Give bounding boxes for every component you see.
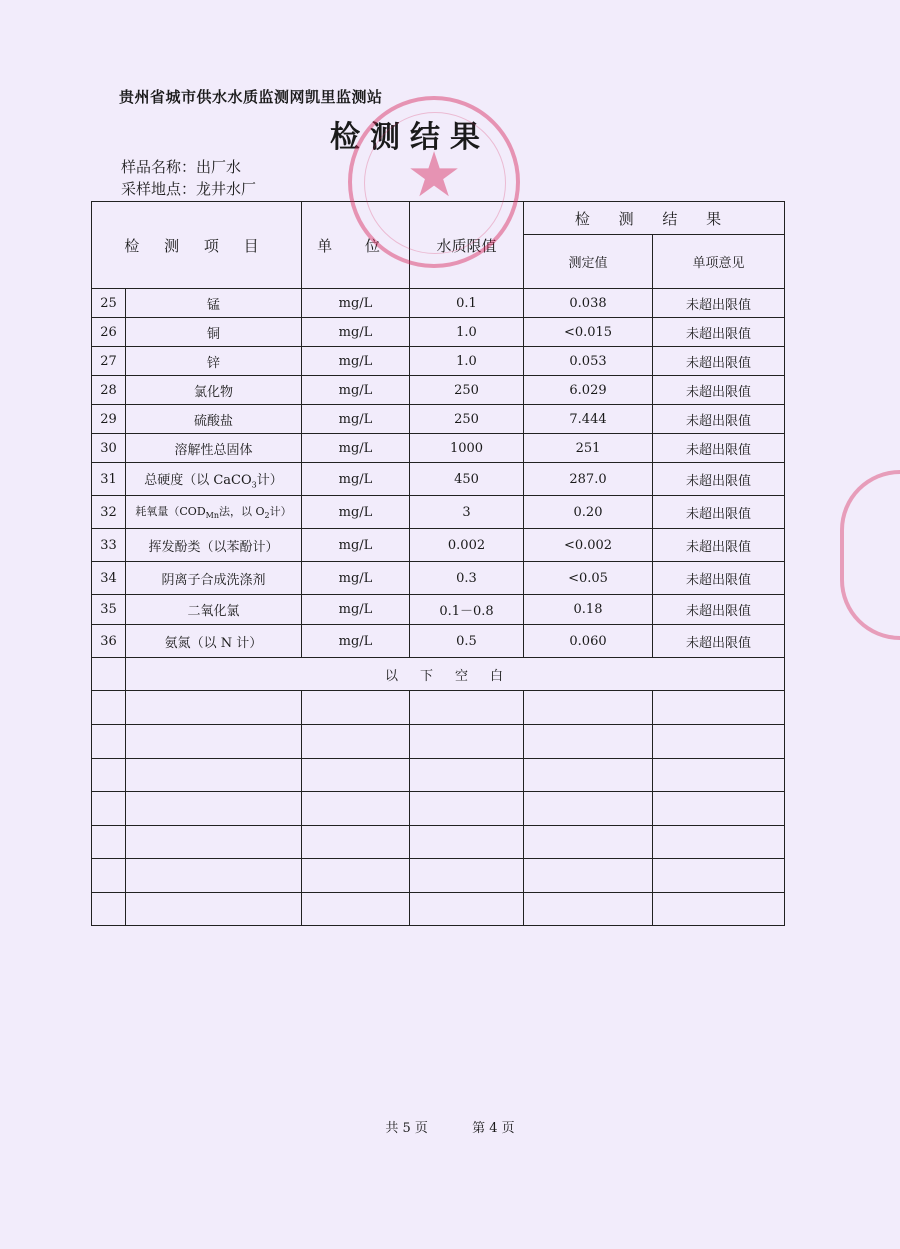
row-item: 氨氮（以 N 计） <box>126 625 302 658</box>
empty-cell <box>92 893 126 926</box>
row-limit: 0.1－0.8 <box>410 595 524 625</box>
table-row <box>92 347 785 376</box>
row-opinion: 未超出限值 <box>653 529 785 562</box>
row-limit: 250 <box>410 405 524 434</box>
empty-cell <box>410 893 524 926</box>
row-number: 27 <box>92 347 126 376</box>
table-row <box>92 434 785 463</box>
row-item: 挥发酚类（以苯酚计） <box>126 529 302 562</box>
empty-row <box>92 792 785 826</box>
row-number: 36 <box>92 625 126 658</box>
row-value: 0.038 <box>524 289 653 318</box>
empty-cell <box>302 725 410 759</box>
row-limit: 0.1 <box>410 289 524 318</box>
header-measured: 测定值 <box>524 235 653 289</box>
page-footer <box>0 1117 900 1136</box>
sample-name-value: 出厂水 <box>196 158 242 176</box>
row-value: <0.015 <box>524 318 653 347</box>
row-item: 硫酸盐 <box>126 405 302 434</box>
empty-cell <box>524 792 653 826</box>
empty-cell <box>302 691 410 725</box>
sample-name-label: 样品名称： <box>121 158 197 176</box>
current-page: 第 4 页 <box>472 1121 515 1136</box>
empty-cell <box>126 859 302 893</box>
row-number: 33 <box>92 529 126 562</box>
empty-cell <box>410 725 524 759</box>
sampling-location-line <box>121 178 256 199</box>
row-unit: mg/L <box>302 376 410 405</box>
row-value: 6.029 <box>524 376 653 405</box>
empty-cell <box>302 893 410 926</box>
row-unit: mg/L <box>302 405 410 434</box>
row-number: 34 <box>92 562 126 595</box>
empty-cell <box>92 759 126 792</box>
empty-cell <box>92 826 126 859</box>
total-pages: 共 5 页 <box>385 1121 428 1136</box>
blank-note-row <box>92 658 785 691</box>
row-value: 0.20 <box>524 496 653 529</box>
row-value: <0.05 <box>524 562 653 595</box>
table-row <box>92 289 785 318</box>
row-unit: mg/L <box>302 289 410 318</box>
empty-cell <box>92 691 126 725</box>
table-row <box>92 529 785 562</box>
empty-row <box>92 859 785 893</box>
empty-cell <box>524 826 653 859</box>
row-value: 7.444 <box>524 405 653 434</box>
empty-cell <box>126 826 302 859</box>
empty-cell <box>524 725 653 759</box>
row-item: 阴离子合成洗涤剂 <box>126 562 302 595</box>
empty-cell <box>410 792 524 826</box>
row-unit: mg/L <box>302 625 410 658</box>
row-value: 0.060 <box>524 625 653 658</box>
row-unit: mg/L <box>302 562 410 595</box>
row-opinion: 未超出限值 <box>653 347 785 376</box>
row-number: 30 <box>92 434 126 463</box>
row-value: 0.053 <box>524 347 653 376</box>
row-unit: mg/L <box>302 496 410 529</box>
sampling-location-label: 采样地点： <box>121 180 197 198</box>
row-opinion: 未超出限值 <box>653 434 785 463</box>
table-row <box>92 376 785 405</box>
row-opinion: 未超出限值 <box>653 463 785 496</box>
empty-cell <box>653 893 785 926</box>
row-item: 锰 <box>126 289 302 318</box>
row-opinion: 未超出限值 <box>653 562 785 595</box>
item-subscript: 3 <box>251 480 257 490</box>
empty-cell <box>524 859 653 893</box>
empty-cell <box>126 893 302 926</box>
row-unit: mg/L <box>302 463 410 496</box>
row-number: 25 <box>92 289 126 318</box>
row-item: 氯化物 <box>126 376 302 405</box>
empty-cell <box>410 859 524 893</box>
empty-row <box>92 826 785 859</box>
table-row <box>92 562 785 595</box>
empty-cell <box>126 759 302 792</box>
blank-cell <box>92 658 126 691</box>
row-limit: 0.3 <box>410 562 524 595</box>
row-item: 铜 <box>126 318 302 347</box>
row-unit: mg/L <box>302 595 410 625</box>
table-row <box>92 463 785 496</box>
empty-cell <box>653 792 785 826</box>
row-value: 251 <box>524 434 653 463</box>
row-number: 31 <box>92 463 126 496</box>
row-opinion: 未超出限值 <box>653 496 785 529</box>
row-limit: 250 <box>410 376 524 405</box>
row-limit: 1.0 <box>410 347 524 376</box>
table-row <box>92 496 785 529</box>
row-opinion: 未超出限值 <box>653 595 785 625</box>
empty-row <box>92 691 785 725</box>
row-item <box>126 496 302 529</box>
row-limit: 0.5 <box>410 625 524 658</box>
item-text: 计） <box>269 505 292 519</box>
row-item: 锌 <box>126 347 302 376</box>
row-opinion: 未超出限值 <box>653 376 785 405</box>
organization-name: 贵州省城市供水水质监测网凯里监测站 <box>119 88 383 106</box>
header-results-group: 检 测 结 果 <box>524 202 785 235</box>
empty-row <box>92 725 785 759</box>
row-unit: mg/L <box>302 347 410 376</box>
row-number: 35 <box>92 595 126 625</box>
row-item: 溶解性总固体 <box>126 434 302 463</box>
table-row <box>92 625 785 658</box>
row-value: 287.0 <box>524 463 653 496</box>
sample-name-line <box>121 156 241 177</box>
empty-cell <box>302 859 410 893</box>
row-number: 28 <box>92 376 126 405</box>
row-value: 0.18 <box>524 595 653 625</box>
side-seal <box>840 470 900 640</box>
row-limit: 1000 <box>410 434 524 463</box>
empty-cell <box>653 691 785 725</box>
empty-cell <box>524 759 653 792</box>
row-number: 26 <box>92 318 126 347</box>
empty-cell <box>126 792 302 826</box>
row-number: 29 <box>92 405 126 434</box>
sampling-location-value: 龙井水厂 <box>196 180 257 198</box>
header-item: 检 测 项 目 <box>92 202 302 289</box>
empty-row <box>92 893 785 926</box>
row-limit: 1.0 <box>410 318 524 347</box>
empty-cell <box>524 893 653 926</box>
table-row <box>92 318 785 347</box>
row-opinion: 未超出限值 <box>653 625 785 658</box>
empty-cell <box>92 792 126 826</box>
header-limit: 水质限值 <box>410 202 524 289</box>
row-limit: 450 <box>410 463 524 496</box>
row-limit: 0.002 <box>410 529 524 562</box>
row-unit: mg/L <box>302 529 410 562</box>
empty-cell <box>126 725 302 759</box>
empty-cell <box>92 725 126 759</box>
row-unit: mg/L <box>302 318 410 347</box>
empty-cell <box>653 859 785 893</box>
document-title: 检测结果 <box>330 120 490 155</box>
row-item <box>126 463 302 496</box>
header-opinion: 单项意见 <box>653 235 785 289</box>
empty-cell <box>524 691 653 725</box>
empty-cell <box>302 792 410 826</box>
table-row <box>92 405 785 434</box>
item-text: 计） <box>256 472 283 488</box>
item-subscript: 2 <box>264 511 270 521</box>
empty-cell <box>410 826 524 859</box>
row-opinion: 未超出限值 <box>653 318 785 347</box>
empty-cell <box>302 759 410 792</box>
row-limit: 3 <box>410 496 524 529</box>
row-opinion: 未超出限值 <box>653 289 785 318</box>
empty-cell <box>653 826 785 859</box>
row-value: <0.002 <box>524 529 653 562</box>
row-unit: mg/L <box>302 434 410 463</box>
table-row <box>92 595 785 625</box>
header-row-1 <box>92 202 785 235</box>
row-item: 二氧化氯 <box>126 595 302 625</box>
item-text: 耗氧量（COD <box>135 505 206 519</box>
blank-note: 以下空白 <box>126 658 785 691</box>
row-opinion: 未超出限值 <box>653 405 785 434</box>
empty-cell <box>302 826 410 859</box>
empty-cell <box>410 691 524 725</box>
seal-star-icon: ★ <box>406 138 462 211</box>
item-text: 法，以 O <box>219 505 265 519</box>
results-table <box>91 201 785 926</box>
empty-cell <box>92 859 126 893</box>
empty-row <box>92 759 785 792</box>
item-text: 总硬度（以 CaCO <box>144 472 252 488</box>
empty-cell <box>653 759 785 792</box>
empty-cell <box>410 759 524 792</box>
item-subscript: Mn <box>205 511 219 521</box>
empty-cell <box>653 725 785 759</box>
empty-cell <box>126 691 302 725</box>
row-number: 32 <box>92 496 126 529</box>
header-unit: 单 位 <box>302 202 410 289</box>
